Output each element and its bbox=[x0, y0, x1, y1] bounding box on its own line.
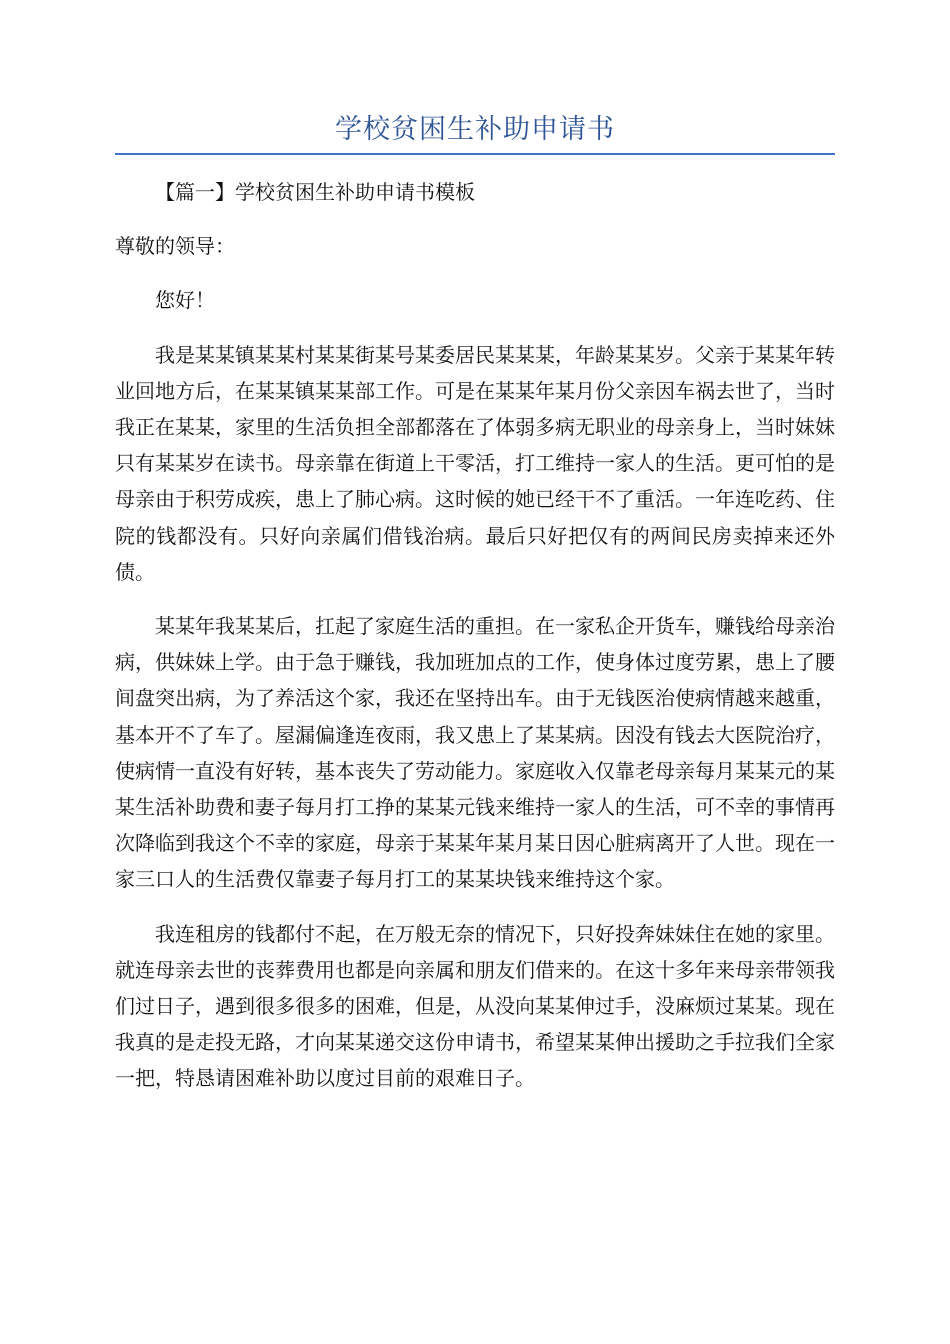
greeting: 您好！ bbox=[155, 288, 215, 313]
body-paragraph: 我是某某镇某某村某某街某号某委居民某某某，年龄某某岁。父亲于某某年转业回地方后，在某某镇某某部工作。可是在某某年某月份父亲因车祸去世了，当时我正在某某，家里的生活负担全部都落在了体弱多病无职业的母亲身上，当时妹妹只有某某岁在读书。母亲靠在街道上干零活，打工维持一家人的生活。更可怕的是母亲由于积劳成疾，患上了肺心病。这时候的她已经干不了重活。一年连吃药、住院的钱都没有。只好向亲属们借钱治病。最后只好把仅有的两间民房卖掉来还外债。 bbox=[115, 342, 835, 584]
document-title: 学校贫困生补助申请书 bbox=[335, 114, 615, 145]
title-underline bbox=[115, 153, 835, 155]
document-body bbox=[115, 172, 835, 1115]
section-heading: 【篇一】学校贫困生补助申请书模板 bbox=[155, 180, 475, 204]
body-paragraph: 我连租房的钱都付不起，在万般无奈的情况下，只好投奔妹妹住在她的家里。就连母亲去世的丧葬费用也都是向亲属和朋友们借来的。在这十多年来母亲带领我们过日子，遇到很多很多的困难，但是，从没向某某伸过手，没麻烦过某某。现在我真的是走投无路，才向某某递交这份申请书，希望某某伸出援助之手拉我们全家一把，特恳请困难补助以度过目前的艰难日子。 bbox=[115, 921, 835, 1091]
salutation: 尊敬的领导： bbox=[115, 234, 235, 259]
body-paragraph: 某某年我某某后，扛起了家庭生活的重担。在一家私企开货车，赚钱给母亲治病，供妹妹上学。由于急于赚钱，我加班加点的工作，使身体过度劳累，患上了腰间盘突出病，为了养活这个家，我还在坚持出车。由于无钱医治使病情越来越重，基本开不了车了。屋漏偏逢连夜雨，我又患上了某某病。因没有钱去大医院治疗，使病情一直没有好转，基本丧失了劳动能力。家庭收入仅靠老母亲每月某某元的某某生活补助费和妻子每月打工挣的某某元钱来维持一家人的生活，可不幸的事情再次降临到我这个不幸的家庭，母亲于某某年某月某日因心脏病离开了人世。现在一家三口人的生活费仅靠妻子每月打工的某某块钱来维持这个家。 bbox=[115, 614, 835, 892]
